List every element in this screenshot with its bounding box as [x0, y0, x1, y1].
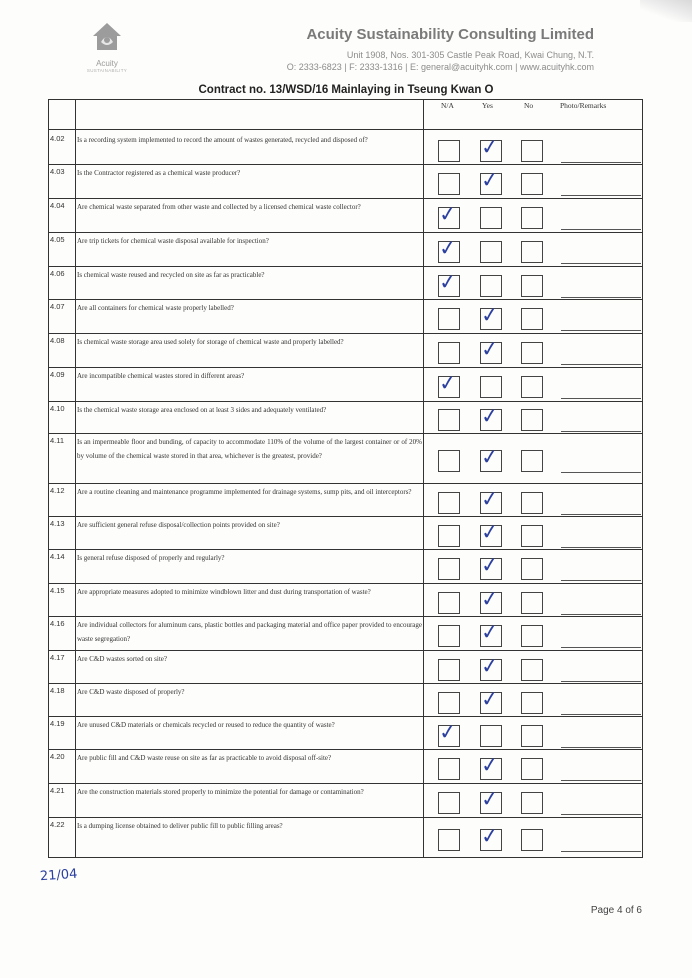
- remarks-line[interactable]: [561, 681, 641, 682]
- logo-text: Acuity: [96, 59, 118, 68]
- check-mark-icon: ✓: [479, 752, 500, 778]
- item-question: Are trip tickets for chemical waste disposal available for inspection?: [77, 237, 269, 245]
- checkbox-na[interactable]: [438, 308, 460, 330]
- item-question: Is chemical waste reused and recycled on site as far as practicable?: [77, 271, 265, 279]
- column-header-remarks: Photo/Remarks: [560, 101, 607, 110]
- checkbox-na[interactable]: [438, 659, 460, 681]
- checklist-row: [48, 434, 643, 484]
- checklist-row: [48, 199, 643, 233]
- item-number: 4.17: [50, 653, 65, 662]
- page-fold-shadow: [640, 0, 692, 22]
- item-question: Is a dumping license obtained to deliver public fill to public filling areas?: [77, 822, 283, 830]
- remarks-line[interactable]: [561, 547, 641, 548]
- item-number: 4.22: [50, 820, 65, 829]
- checkbox-yes[interactable]: [480, 241, 502, 263]
- remarks-line[interactable]: [561, 364, 641, 365]
- remarks-line[interactable]: [561, 472, 641, 473]
- remarks-line[interactable]: [561, 229, 641, 230]
- item-question: Is general refuse disposed of properly and regularly?: [77, 554, 225, 562]
- checkbox-no[interactable]: [521, 692, 543, 714]
- checklist-row: [48, 334, 643, 368]
- item-question: Are all containers for chemical waste properly labelled?: [77, 304, 234, 312]
- item-number: 4.19: [50, 719, 65, 728]
- check-mark-icon: ✓: [437, 370, 458, 396]
- check-mark-icon: ✓: [437, 235, 458, 261]
- checkbox-no[interactable]: [521, 725, 543, 747]
- checkbox-na[interactable]: [438, 409, 460, 431]
- item-number: 4.14: [50, 552, 65, 561]
- checkbox-no[interactable]: [521, 758, 543, 780]
- checklist-row: [48, 484, 643, 517]
- item-question: Is chemical waste storage area used solely for storage of chemical waste and properly labelled?: [77, 338, 344, 346]
- column-header-yes: Yes: [482, 101, 493, 110]
- checklist-row: [48, 651, 643, 684]
- check-mark-icon: ✓: [479, 786, 500, 812]
- checkbox-no[interactable]: [521, 241, 543, 263]
- checklist-row: [48, 617, 643, 651]
- checklist-row: [48, 267, 643, 300]
- check-mark-icon: ✓: [479, 403, 500, 429]
- checkbox-yes[interactable]: [480, 725, 502, 747]
- checkbox-na[interactable]: [438, 492, 460, 514]
- check-mark-icon: ✓: [479, 134, 500, 160]
- check-mark-icon: ✓: [479, 653, 500, 679]
- logo-subtext: SUSTAINABILITY: [86, 68, 128, 73]
- item-question: Are appropriate measures adopted to minimize windblown litter and dust during transportation of waste?: [77, 588, 371, 596]
- remarks-line[interactable]: [561, 647, 641, 648]
- check-mark-icon: ✓: [479, 444, 500, 470]
- checklist-row: [48, 584, 643, 617]
- item-question: Are a routine cleaning and maintenance programme implemented for drainage systems, sump pits, and oil interceptors?: [77, 488, 412, 496]
- checkbox-no[interactable]: [521, 173, 543, 195]
- item-question: Is the chemical waste storage area enclosed on at least 3 sides and adequately ventilated?: [77, 406, 327, 414]
- checkbox-no[interactable]: [521, 829, 543, 851]
- checklist-row: [48, 132, 643, 165]
- remarks-line[interactable]: [561, 330, 641, 331]
- checklist-row: [48, 300, 643, 334]
- item-number: 4.05: [50, 235, 65, 244]
- company-name: Acuity Sustainability Consulting Limited: [306, 26, 594, 43]
- remarks-line[interactable]: [561, 580, 641, 581]
- checklist-row: [48, 818, 643, 858]
- remarks-line[interactable]: [561, 263, 641, 264]
- remarks-line[interactable]: [561, 514, 641, 515]
- checkbox-yes[interactable]: [480, 376, 502, 398]
- check-mark-icon: ✓: [479, 686, 500, 712]
- item-number: 4.08: [50, 336, 65, 345]
- item-number: 4.12: [50, 486, 65, 495]
- remarks-line[interactable]: [561, 851, 641, 852]
- checklist-row: [48, 517, 643, 550]
- remarks-line[interactable]: [561, 747, 641, 748]
- check-mark-icon: ✓: [479, 336, 500, 362]
- item-question: Are incompatible chemical wastes stored in different areas?: [77, 372, 245, 380]
- checkbox-na[interactable]: [438, 140, 460, 162]
- item-number: 4.16: [50, 619, 65, 628]
- remarks-line[interactable]: [561, 398, 641, 399]
- checkbox-no[interactable]: [521, 342, 543, 364]
- item-question: Are unused C&D materials or chemicals recycled or reused to reduce the quantity of waste?: [77, 721, 335, 729]
- item-number: 4.03: [50, 167, 65, 176]
- check-mark-icon: ✓: [437, 269, 458, 295]
- item-question: Are public fill and C&D waste reuse on site as far as practicable to avoid disposal off-site?: [77, 754, 332, 762]
- checkbox-na[interactable]: [438, 758, 460, 780]
- item-number: 4.04: [50, 201, 65, 210]
- checkbox-na[interactable]: [438, 625, 460, 647]
- page-number: Page 4 of 6: [590, 905, 642, 916]
- checkbox-no[interactable]: [521, 625, 543, 647]
- checkbox-no[interactable]: [521, 558, 543, 580]
- checkbox-no[interactable]: [521, 450, 543, 472]
- item-question: Is an impermeable floor and bunding, of capacity to accommodate 110% of the volume of the largest container or of 20% by volume of the chemical waste stored in that area, whichever is the greatest, provide?: [77, 438, 422, 460]
- checkbox-no[interactable]: [521, 140, 543, 162]
- checkbox-na[interactable]: [438, 592, 460, 614]
- checkbox-no[interactable]: [521, 492, 543, 514]
- company-logo: [78, 20, 136, 76]
- check-mark-icon: ✓: [437, 201, 458, 227]
- remarks-line[interactable]: [561, 614, 641, 615]
- remarks-line[interactable]: [561, 714, 641, 715]
- checklist-row: [48, 750, 643, 784]
- checklist-row: [48, 165, 643, 199]
- checkbox-no[interactable]: [521, 308, 543, 330]
- checkbox-na[interactable]: [438, 792, 460, 814]
- item-number: 4.02: [50, 134, 65, 143]
- remarks-line[interactable]: [561, 431, 641, 432]
- remarks-line[interactable]: [561, 814, 641, 815]
- item-question: Are the construction materials stored properly to minimize the potential for damage or contamination?: [77, 788, 364, 796]
- checkbox-no[interactable]: [521, 207, 543, 229]
- checkbox-yes[interactable]: [480, 207, 502, 229]
- checkbox-na[interactable]: [438, 525, 460, 547]
- item-question: Are sufficient general refuse disposal/collection points provided on site?: [77, 521, 280, 529]
- item-question: Are individual collectors for aluminum cans, plastic bottles and packaging material and office paper provided to encourage waste segregation?: [77, 621, 422, 643]
- checklist-row: [48, 233, 643, 267]
- check-mark-icon: ✓: [479, 552, 500, 578]
- checkbox-no[interactable]: [521, 792, 543, 814]
- item-number: 4.06: [50, 269, 65, 278]
- item-question: Is a recording system implemented to record the amount of wastes generated, recycled and disposed of?: [77, 136, 368, 144]
- check-mark-icon: ✓: [479, 586, 500, 612]
- item-number: 4.10: [50, 404, 65, 413]
- check-mark-icon: ✓: [479, 823, 500, 849]
- checkbox-na[interactable]: [438, 692, 460, 714]
- checkbox-no[interactable]: [521, 275, 543, 297]
- item-question: Are C&D waste disposed of properly?: [77, 688, 185, 696]
- checkbox-no[interactable]: [521, 659, 543, 681]
- checklist-row: [48, 784, 643, 818]
- checkbox-yes[interactable]: [480, 275, 502, 297]
- checkbox-no[interactable]: [521, 592, 543, 614]
- item-question: Are chemical waste separated from other waste and collected by a licensed chemical waste collector?: [77, 203, 361, 211]
- check-mark-icon: ✓: [479, 519, 500, 545]
- checkbox-na[interactable]: [438, 450, 460, 472]
- remarks-line[interactable]: [561, 297, 641, 298]
- checklist-row: [48, 684, 643, 717]
- remarks-line[interactable]: [561, 162, 641, 163]
- column-header-no: No: [524, 101, 534, 110]
- item-number: 4.15: [50, 586, 65, 595]
- item-number: 4.11: [50, 436, 65, 445]
- remarks-line[interactable]: [561, 780, 641, 781]
- item-question: Is the Contractor registered as a chemical waste producer?: [77, 169, 241, 177]
- checkbox-no[interactable]: [521, 525, 543, 547]
- check-mark-icon: ✓: [479, 486, 500, 512]
- item-number: 4.09: [50, 370, 65, 379]
- check-mark-icon: ✓: [479, 302, 500, 328]
- handwritten-note: 21/04: [39, 866, 78, 885]
- checklist-row: [48, 550, 643, 584]
- item-number: 4.13: [50, 519, 65, 528]
- checkbox-na[interactable]: [438, 173, 460, 195]
- document-title: Contract no. 13/WSD/16 Mainlaying in Tseung Kwan O: [198, 84, 494, 96]
- item-number: 4.18: [50, 686, 65, 695]
- checkbox-no[interactable]: [521, 376, 543, 398]
- company-contact: O: 2333-6823 | F: 2333-1316 | E: general@acuityhk.com | www.acuityhk.com: [286, 62, 594, 72]
- logo-icon: [87, 20, 127, 54]
- check-mark-icon: ✓: [437, 719, 458, 745]
- checkbox-na[interactable]: [438, 829, 460, 851]
- checklist-row: [48, 717, 643, 750]
- item-number: 4.20: [50, 752, 65, 761]
- checklist-row: [48, 402, 643, 434]
- checklist-row: [48, 368, 643, 402]
- item-question: Are C&D wastes sorted on site?: [77, 655, 168, 663]
- check-mark-icon: ✓: [479, 619, 500, 645]
- checkbox-no[interactable]: [521, 409, 543, 431]
- remarks-line[interactable]: [561, 195, 641, 196]
- item-number: 4.07: [50, 302, 65, 311]
- check-mark-icon: ✓: [479, 167, 500, 193]
- column-header-na: N/A: [441, 101, 454, 110]
- table-divider: [48, 129, 643, 130]
- company-address: Unit 1908, Nos. 301-305 Castle Peak Road, Kwai Chung, N.T.: [346, 50, 594, 60]
- checkbox-na[interactable]: [438, 558, 460, 580]
- checkbox-na[interactable]: [438, 342, 460, 364]
- item-number: 4.21: [50, 786, 65, 795]
